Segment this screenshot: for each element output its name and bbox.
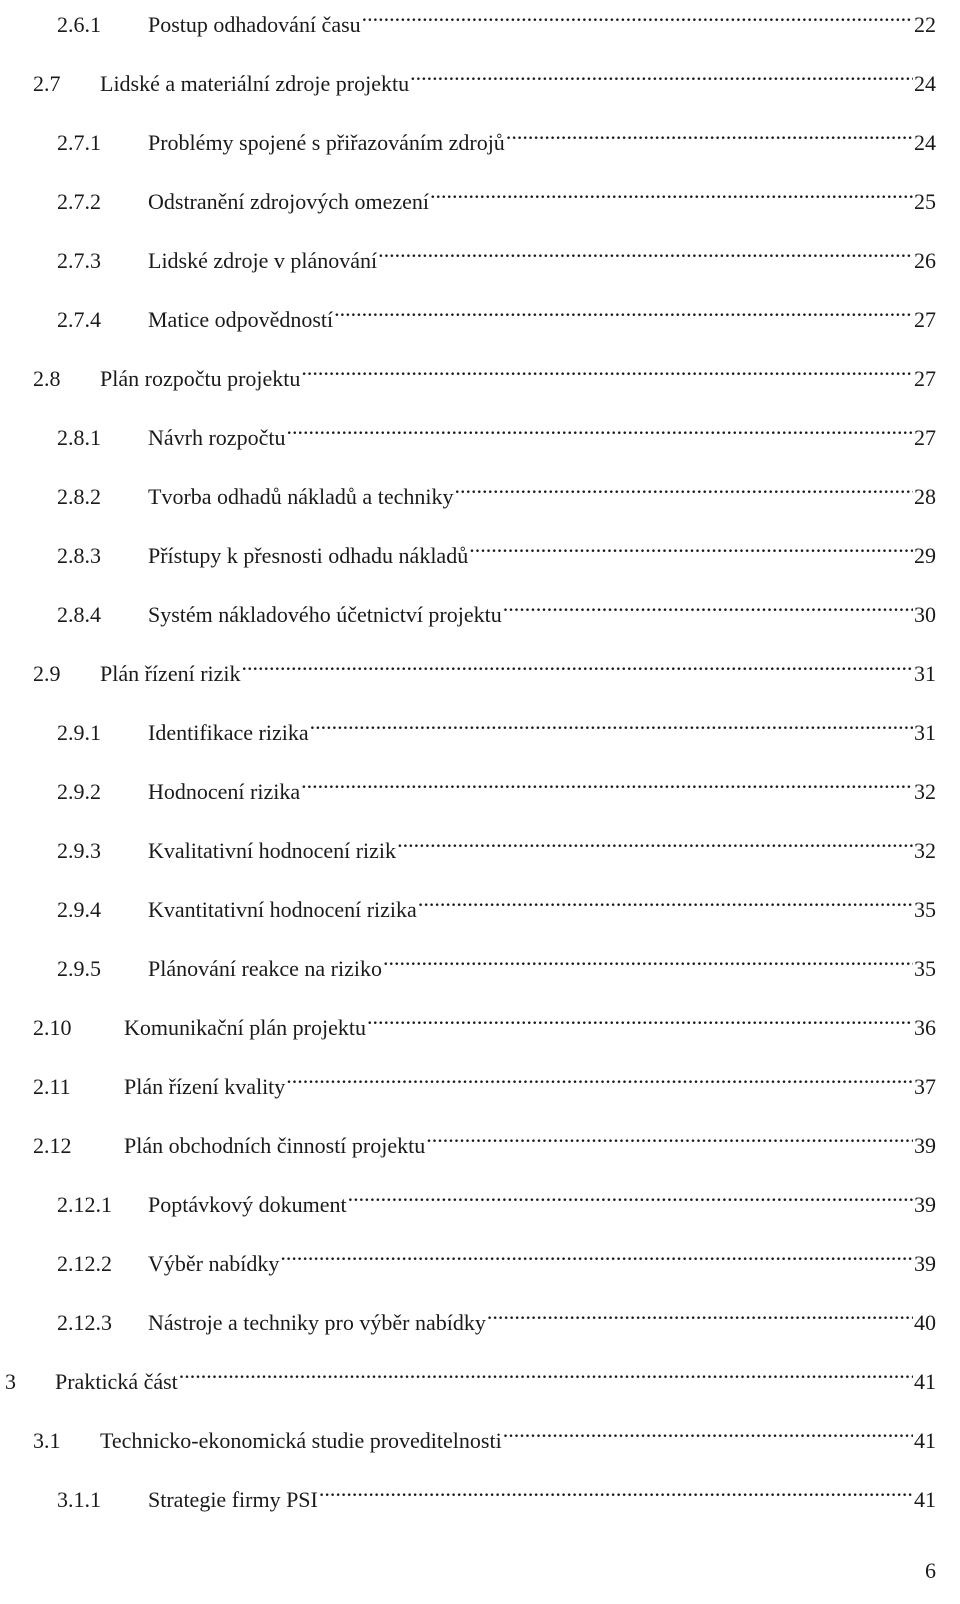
toc-entry-title: Postup odhadování času bbox=[148, 12, 361, 37]
toc-dot-leader bbox=[301, 350, 913, 386]
toc-dot-leader bbox=[362, 0, 913, 32]
toc-dot-leader bbox=[310, 704, 913, 740]
toc-entry-number: 2.9.2 bbox=[57, 779, 101, 804]
toc-entry-page: 36 bbox=[914, 1015, 936, 1040]
toc-entry-title: Návrh rozpočtu bbox=[148, 425, 286, 450]
toc-entry[interactable] bbox=[57, 1235, 936, 1276]
toc-entry-page: 41 bbox=[914, 1428, 936, 1453]
toc-dot-leader bbox=[397, 822, 913, 858]
toc-entry[interactable] bbox=[57, 114, 936, 155]
toc-entry[interactable] bbox=[57, 0, 936, 37]
toc-entry-page: 40 bbox=[914, 1310, 936, 1335]
toc-entry-number: 2.7 bbox=[33, 71, 61, 96]
toc-entry[interactable] bbox=[33, 1412, 936, 1453]
toc-dot-leader bbox=[286, 409, 913, 445]
toc-entry[interactable] bbox=[57, 1471, 936, 1512]
toc-entry-page: 39 bbox=[914, 1133, 936, 1158]
toc-entry-title: Poptávkový dokument bbox=[148, 1192, 347, 1217]
toc-entry-title: Identifikace rizika bbox=[148, 720, 309, 745]
toc-entry-number: 2.8.3 bbox=[57, 543, 101, 568]
toc-dot-leader bbox=[319, 1471, 913, 1507]
toc-entry-page: 24 bbox=[914, 71, 936, 96]
toc-entry-number: 2.9.3 bbox=[57, 838, 101, 863]
toc-dot-leader bbox=[378, 232, 913, 268]
toc-entry-title: Odstranění zdrojových omezení bbox=[148, 189, 430, 214]
toc-entry-number: 2.7.2 bbox=[57, 189, 101, 214]
toc-entry[interactable] bbox=[57, 881, 936, 922]
toc-entry[interactable] bbox=[57, 822, 936, 863]
toc-entry-title: Strategie firmy PSI bbox=[148, 1487, 318, 1512]
toc-entry[interactable] bbox=[57, 704, 936, 745]
toc-entry-number: 2.7.4 bbox=[57, 307, 101, 332]
toc-entry[interactable] bbox=[57, 232, 936, 273]
toc-entry-number: 2.8.2 bbox=[57, 484, 101, 509]
toc-entry[interactable] bbox=[57, 527, 936, 568]
toc-entry[interactable] bbox=[33, 1117, 936, 1158]
toc-dot-leader bbox=[383, 940, 913, 976]
toc-dot-leader bbox=[286, 1058, 913, 1094]
toc-entry-number: 2.9 bbox=[33, 661, 61, 686]
toc-entry-page: 29 bbox=[914, 543, 936, 568]
toc-entry-page: 41 bbox=[914, 1487, 936, 1512]
toc-entry-number: 2.9.5 bbox=[57, 956, 101, 981]
toc-dot-leader bbox=[418, 881, 913, 917]
toc-entry[interactable] bbox=[33, 999, 936, 1040]
toc-entry-title: Matice odpovědností bbox=[148, 307, 334, 332]
toc-entry-page: 24 bbox=[914, 130, 936, 155]
toc-dot-leader bbox=[506, 114, 913, 150]
toc-entry-page: 32 bbox=[914, 838, 936, 863]
toc-dot-leader bbox=[242, 645, 913, 681]
toc-entry-number: 3.1.1 bbox=[57, 1487, 101, 1512]
toc-dot-leader bbox=[280, 1235, 913, 1271]
toc-dot-leader bbox=[469, 527, 913, 563]
toc-entry-page: 25 bbox=[914, 189, 936, 214]
toc-entry[interactable] bbox=[33, 1058, 936, 1099]
toc-entry-number: 2.6.1 bbox=[57, 12, 101, 37]
toc-entry[interactable] bbox=[57, 586, 936, 627]
toc-entry[interactable] bbox=[33, 55, 936, 96]
toc-dot-leader bbox=[426, 1117, 913, 1153]
toc-entry-number: 2.11 bbox=[33, 1074, 71, 1099]
toc-entry[interactable] bbox=[57, 291, 936, 332]
toc-entry-number: 2.8.4 bbox=[57, 602, 101, 627]
toc-entry-title: Systém nákladového účetnictví projektu bbox=[148, 602, 502, 627]
toc-entry-title: Plán obchodních činností projektu bbox=[124, 1133, 426, 1158]
toc-dot-leader bbox=[179, 1353, 913, 1389]
toc-entry-page: 31 bbox=[914, 720, 936, 745]
toc-entry-page: 27 bbox=[914, 366, 936, 391]
toc-entry-title: Plán řízení rizik bbox=[100, 661, 241, 686]
toc-dot-leader bbox=[454, 468, 913, 504]
toc-entry-page: 22 bbox=[914, 12, 936, 37]
toc-entry-number: 2.12.2 bbox=[57, 1251, 112, 1276]
toc-entry[interactable] bbox=[33, 350, 936, 391]
toc-entry[interactable] bbox=[57, 409, 936, 450]
toc-entry-title: Plán rozpočtu projektu bbox=[100, 366, 301, 391]
toc-entry-page: 27 bbox=[914, 307, 936, 332]
toc-entry-number: 2.9.4 bbox=[57, 897, 101, 922]
toc-entry-page: 35 bbox=[914, 897, 936, 922]
toc-entry-number: 3 bbox=[5, 1369, 16, 1394]
toc-entry[interactable] bbox=[5, 1353, 936, 1394]
toc-entry-page: 37 bbox=[914, 1074, 936, 1099]
toc-entry[interactable] bbox=[57, 173, 936, 214]
toc-dot-leader bbox=[430, 173, 913, 209]
toc-entry-title: Plánování reakce na riziko bbox=[148, 956, 382, 981]
toc-entry-title: Technicko-ekonomická studie proveditelnosti bbox=[100, 1428, 502, 1453]
toc-entry-page: 39 bbox=[914, 1251, 936, 1276]
toc-entry-title: Komunikační plán projektu bbox=[124, 1015, 366, 1040]
toc-entry-number: 3.1 bbox=[33, 1428, 61, 1453]
toc-entry-page: 41 bbox=[914, 1369, 936, 1394]
toc-entry-title: Lidské zdroje v plánování bbox=[148, 248, 378, 273]
toc-entry-title: Kvalitativní hodnocení rizik bbox=[148, 838, 397, 863]
toc-dot-leader bbox=[410, 55, 913, 91]
toc-dot-leader bbox=[487, 1294, 913, 1330]
toc-entry-title: Problémy spojené s přiřazováním zdrojů bbox=[148, 130, 505, 155]
toc-entry-title: Výběr nabídky bbox=[148, 1251, 280, 1276]
toc-dot-leader bbox=[334, 291, 913, 327]
toc-entry-number: 2.9.1 bbox=[57, 720, 101, 745]
toc-dot-leader bbox=[348, 1176, 913, 1212]
toc-entry-title: Praktická část bbox=[55, 1369, 178, 1394]
toc-dot-leader bbox=[367, 999, 913, 1035]
toc-entry-number: 2.8 bbox=[33, 366, 61, 391]
toc-entry[interactable] bbox=[57, 1294, 936, 1335]
toc-entry[interactable] bbox=[57, 763, 936, 804]
toc-entry[interactable] bbox=[33, 645, 936, 686]
toc-entry-page: 39 bbox=[914, 1192, 936, 1217]
toc-entry-number: 2.12.1 bbox=[57, 1192, 112, 1217]
toc-entry-number: 2.10 bbox=[33, 1015, 72, 1040]
page-number: 6 bbox=[925, 1558, 936, 1583]
toc-entry-title: Lidské a materiální zdroje projektu bbox=[100, 71, 410, 96]
toc-entry-page: 27 bbox=[914, 425, 936, 450]
toc-entry-number: 2.12.3 bbox=[57, 1310, 112, 1335]
toc-entry[interactable] bbox=[57, 1176, 936, 1217]
toc-entry-page: 26 bbox=[914, 248, 936, 273]
toc-entry-number: 2.7.3 bbox=[57, 248, 101, 273]
toc-entry-number: 2.8.1 bbox=[57, 425, 101, 450]
toc-dot-leader bbox=[301, 763, 913, 799]
toc-entry[interactable] bbox=[57, 468, 936, 509]
toc-entry-number: 2.7.1 bbox=[57, 130, 101, 155]
toc-entry-page: 30 bbox=[914, 602, 936, 627]
toc-entry-page: 32 bbox=[914, 779, 936, 804]
toc-entry-page: 31 bbox=[914, 661, 936, 686]
toc-dot-leader bbox=[503, 1412, 913, 1448]
toc-entry[interactable] bbox=[57, 940, 936, 981]
toc-entry-page: 28 bbox=[914, 484, 936, 509]
toc-entry-number: 2.12 bbox=[33, 1133, 72, 1158]
toc-dot-leader bbox=[503, 586, 913, 622]
toc-entry-title: Nástroje a techniky pro výběr nabídky bbox=[148, 1310, 486, 1335]
toc-entry-title: Tvorba odhadů nákladů a techniky bbox=[148, 484, 454, 509]
toc-entry-title: Kvantitativní hodnocení rizika bbox=[148, 897, 417, 922]
toc-entry-title: Přístupy k přesnosti odhadu nákladů bbox=[148, 543, 469, 568]
toc-entry-title: Plán řízení kvality bbox=[124, 1074, 286, 1099]
toc-entry-page: 35 bbox=[914, 956, 936, 981]
toc-entry-title: Hodnocení rizika bbox=[148, 779, 301, 804]
